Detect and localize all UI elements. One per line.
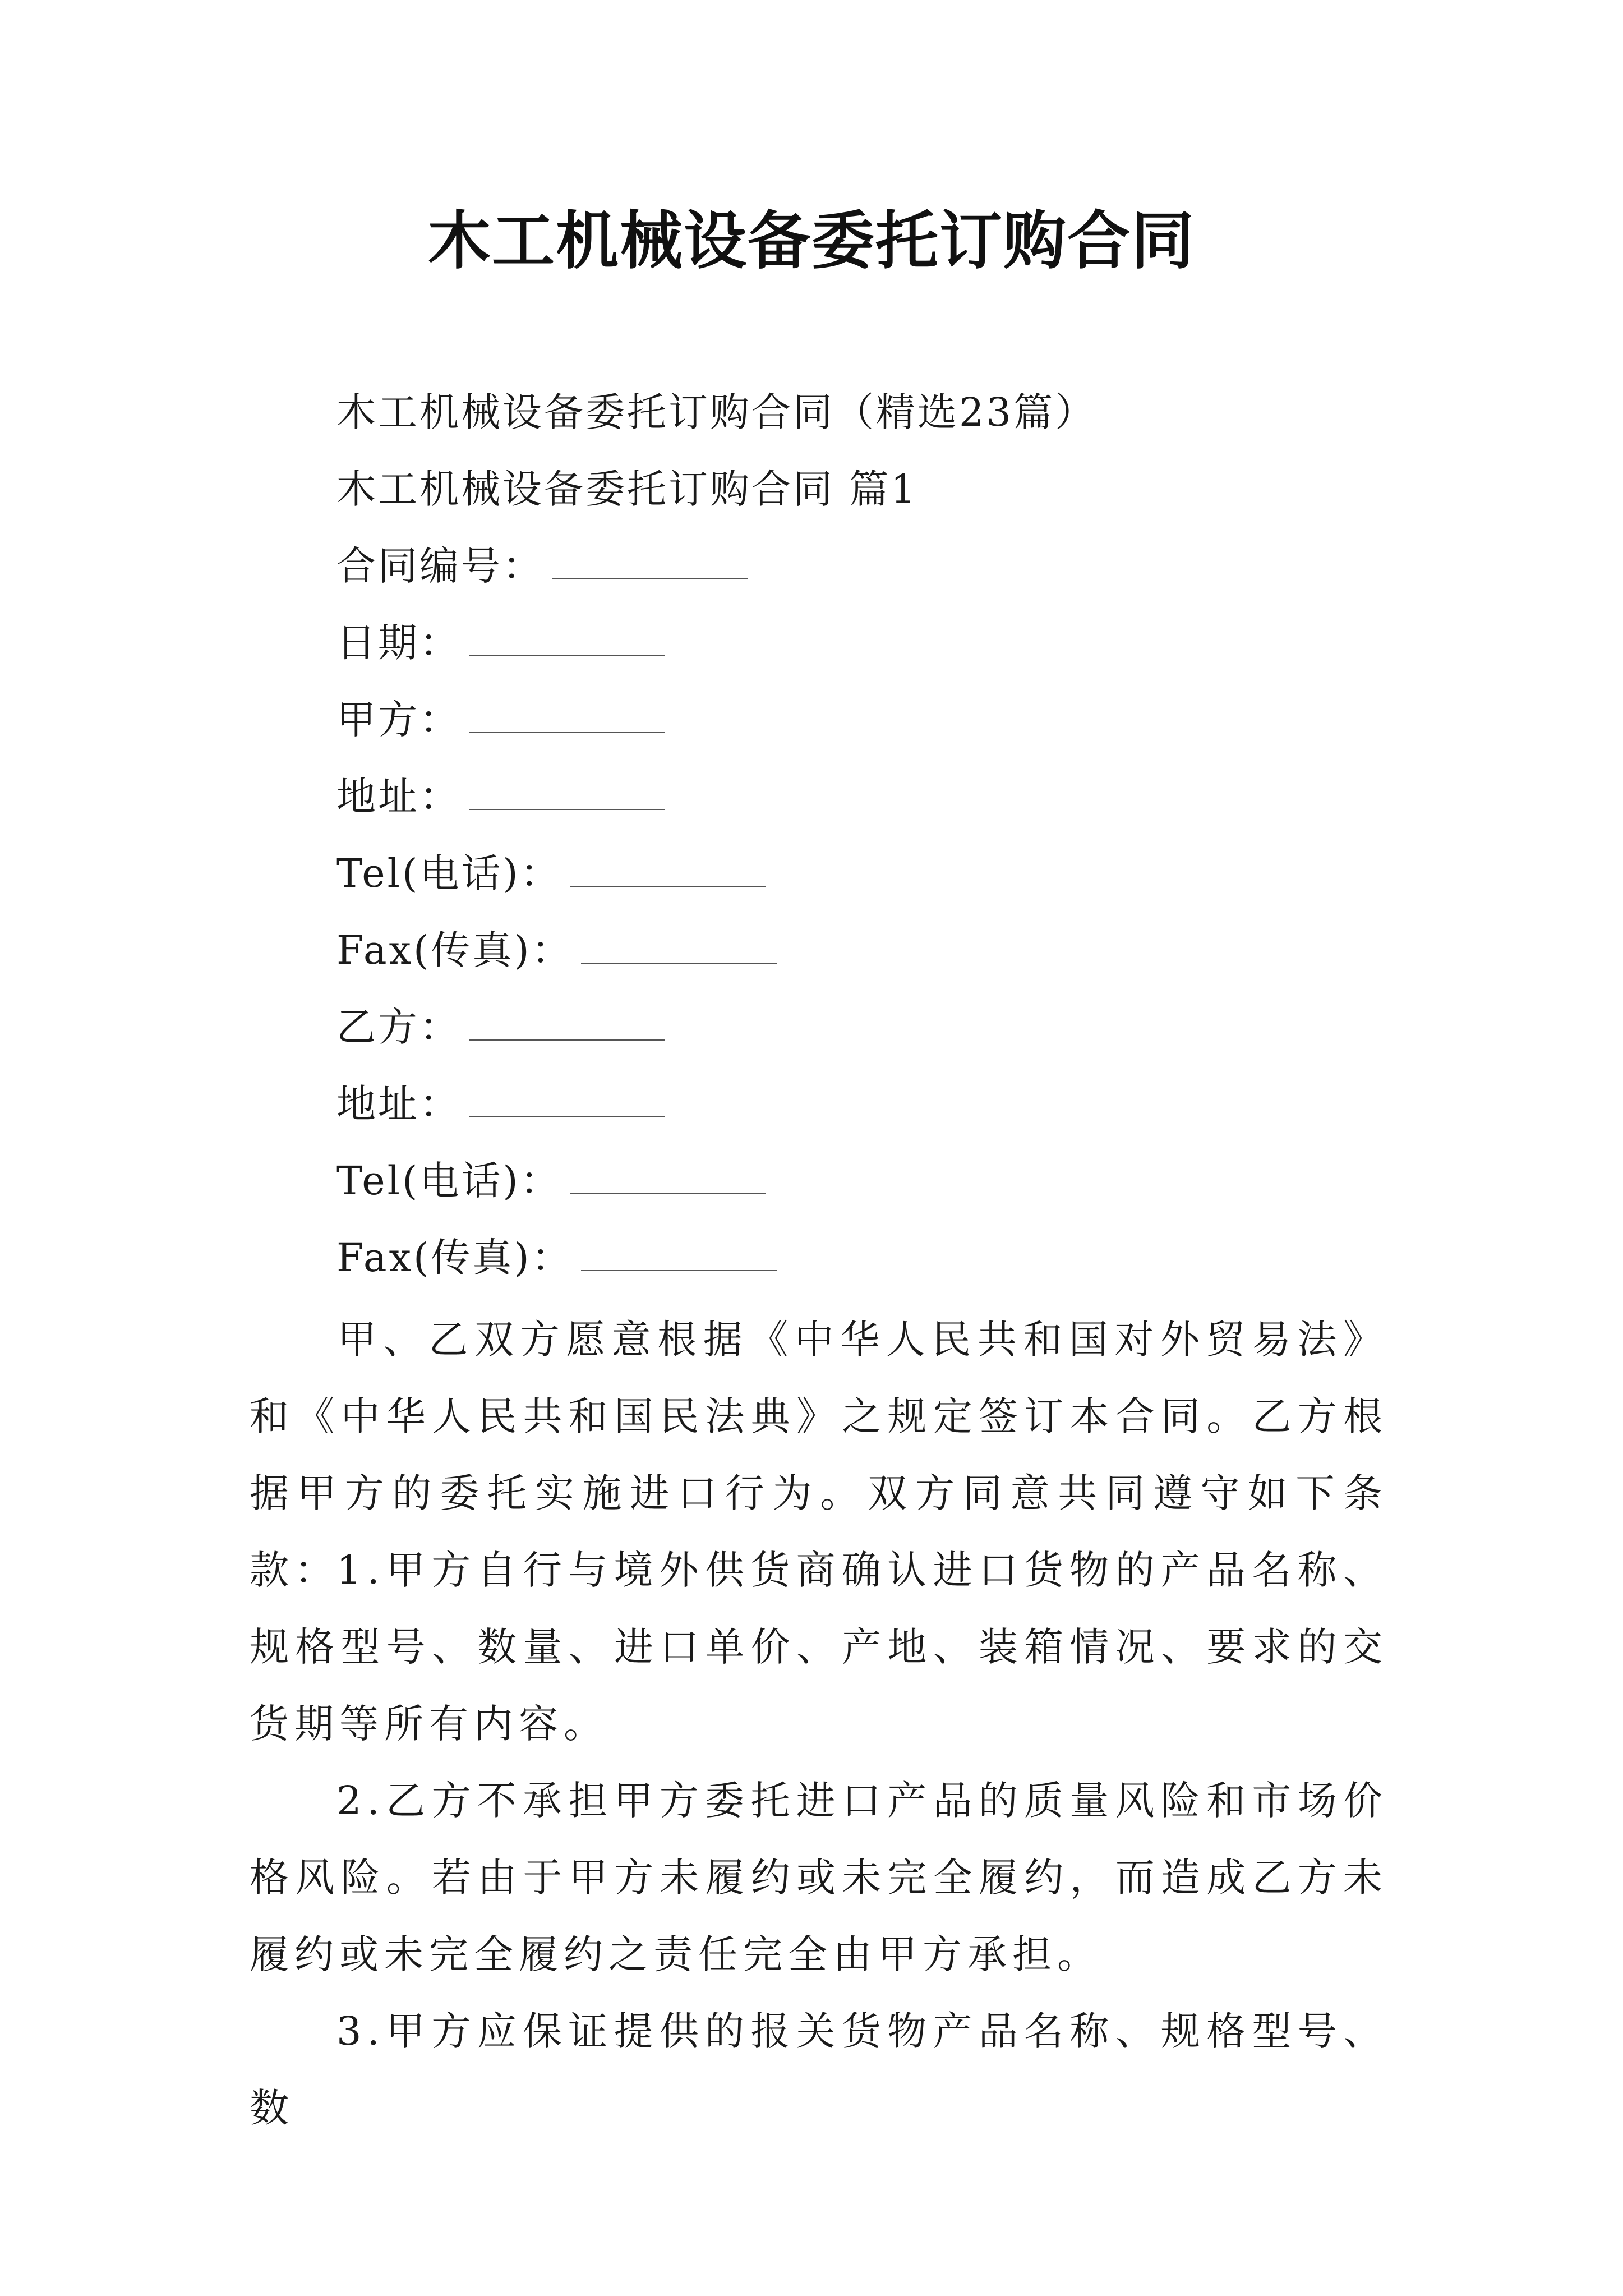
party-a-blank[interactable] — [469, 698, 665, 733]
field-contract-number — [336, 538, 748, 594]
field-label: 地址： — [336, 1081, 461, 1127]
party-a-fax-blank[interactable] — [581, 929, 777, 964]
paragraph-text: 甲、乙双方愿意根据《中华人民共和国对外贸易法》和《中华人民共和国民法典》之规定签订本合同。乙方根据甲方的委托实施进口行为。双方同意共同遵守如下条款： — [250, 1317, 1388, 1593]
party-b-address-blank[interactable] — [469, 1083, 665, 1117]
field-party-a-address — [336, 769, 665, 825]
field-party-a-fax — [336, 922, 777, 978]
field-label: 日期： — [336, 620, 461, 666]
party-b-blank[interactable] — [469, 1006, 665, 1041]
field-label: Tel(电话)： — [336, 1158, 562, 1204]
contract-number-blank[interactable] — [552, 545, 748, 579]
party-a-tel-blank[interactable] — [570, 852, 766, 887]
party-b-tel-blank[interactable] — [570, 1159, 766, 1194]
field-label: Tel(电话)： — [336, 850, 562, 896]
field-label: 合同编号： — [336, 543, 544, 589]
document-title: 木工机械设备委托订购合同 — [428, 204, 1195, 278]
paragraph-clause-2 — [250, 1763, 1388, 1993]
field-party-a — [336, 692, 665, 748]
party-b-fax-blank[interactable] — [581, 1236, 777, 1271]
part-heading: 木工机械设备委托订购合同 篇1 — [336, 466, 918, 512]
paragraph-text: 2.乙方不承担甲方委托进口产品的质量风险和市场价格风险。若由于甲方未履约或未完全履约，而造成乙方未履约或未完全履约之责任完全由甲方承担。 — [250, 1778, 1388, 1977]
field-party-b — [336, 999, 665, 1055]
paragraph-text: 3.甲方应保证提供的报关货物产品名称、规格型号、数 — [250, 2008, 1388, 2131]
party-a-address-blank[interactable] — [469, 775, 665, 810]
date-blank[interactable] — [469, 622, 665, 656]
field-label: 乙方： — [336, 1004, 461, 1050]
field-label: Fax(传真)： — [336, 1235, 573, 1281]
field-party-b-tel — [336, 1153, 766, 1209]
paragraph-clause-3 — [250, 1993, 1388, 2147]
field-label: Fax(传真)： — [336, 927, 573, 973]
field-label: 地址： — [336, 774, 461, 820]
field-party-b-fax — [336, 1230, 777, 1286]
document-subtitle: 木工机械设备委托订购合同（精选23篇） — [336, 389, 1097, 435]
field-label: 甲方： — [336, 697, 461, 743]
field-date — [336, 615, 665, 671]
paragraph-text: 1.甲方自行与境外供货商确认进口货物的产品名称、规格型号、数量、进口单价、产地、装箱情况、要求的交货期等所有内容。 — [250, 1547, 1388, 1747]
paragraph-clause-1 — [250, 1532, 1388, 1763]
field-party-b-address — [336, 1076, 665, 1132]
field-party-a-tel — [336, 845, 766, 901]
